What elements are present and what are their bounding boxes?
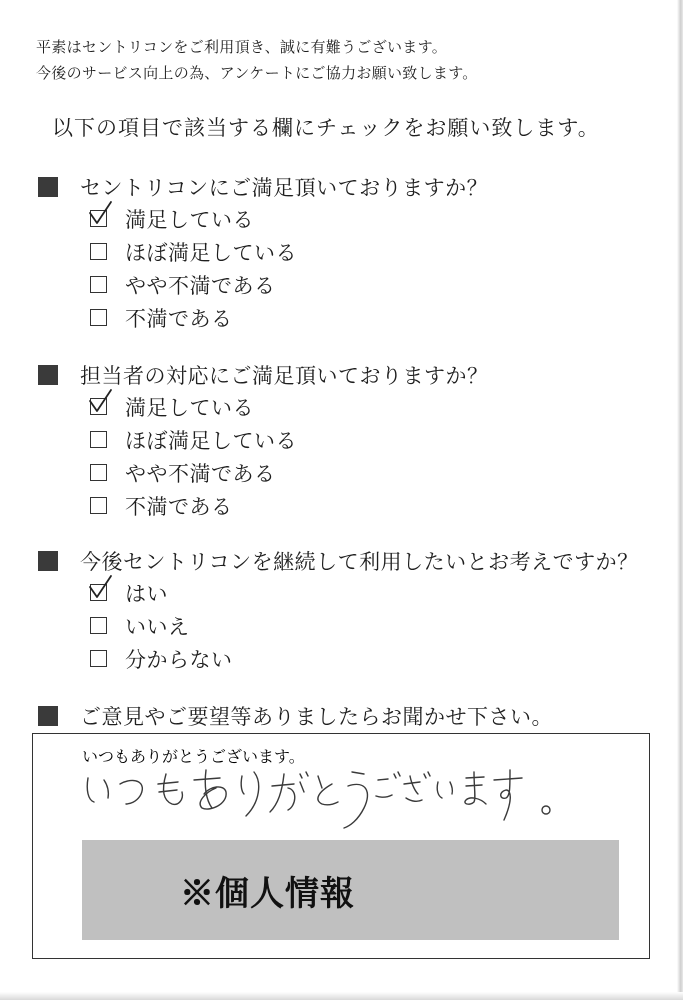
checkbox[interactable] [90,584,107,601]
intro-line-1: 平素はセントリコンをご利用頂き、誠に有難うございます。 [36,38,448,56]
option-q1-satisfied[interactable] [90,202,488,235]
option-label: 不満である [125,306,233,331]
question-marker-icon [38,365,58,385]
page-edge [677,0,683,1000]
option-q1-somewhat-dissatisfied[interactable] [90,268,488,301]
question-3-options [90,576,639,675]
question-marker-icon [38,706,58,726]
question-1-text: セントリコンにご満足頂いておりますか？ [80,176,489,200]
option-q2-mostly-satisfied[interactable] [90,423,489,456]
checkmark-icon [87,573,115,603]
checkbox[interactable] [90,617,107,634]
checkbox[interactable] [90,431,107,448]
page-edge [0,992,683,1000]
option-label: いいえ [125,614,190,639]
question-1 [38,172,488,334]
question-2-options [90,390,489,522]
checkbox[interactable] [90,497,107,514]
checkbox[interactable] [90,650,107,667]
question-2 [38,360,489,522]
option-label: 不満である [125,494,233,519]
intro-text [36,34,478,86]
option-label: ほぼ満足している [125,240,297,265]
question-2-text: 担当者の対応にご満足頂いておりますか？ [80,364,489,388]
handwritten-comment-text: いつもありがとうございます。 [82,747,305,766]
option-q2-dissatisfied[interactable] [90,489,489,522]
checkbox[interactable] [90,276,107,293]
option-q1-mostly-satisfied[interactable] [90,235,488,268]
question-marker-icon [38,551,58,571]
comment-section [38,701,553,731]
checkbox[interactable] [90,243,107,260]
option-label: やや不満である [125,273,276,298]
checkmark-icon [87,387,115,417]
question-marker-icon [38,177,58,197]
checkbox[interactable] [90,464,107,481]
option-q3-no[interactable] [90,609,639,642]
option-q3-yes[interactable] [90,576,639,609]
option-label: 満足している [125,207,254,232]
checkmark-icon [87,199,115,229]
checkbox[interactable] [90,309,107,326]
instruction-text: 以下の項目で該当する欄にチェックをお願い致します。 [52,116,600,140]
checkbox[interactable] [90,398,107,415]
option-label: ほぼ満足している [125,428,297,453]
option-q1-dissatisfied[interactable] [90,301,488,334]
option-q3-unsure[interactable] [90,642,639,675]
option-q2-satisfied[interactable] [90,390,489,423]
redaction-block [82,840,619,940]
comment-prompt: ご意見やご要望等ありましたらお聞かせ下さい。 [80,705,553,729]
question-3 [38,546,639,675]
question-3-text: 今後セントリコンを継続して利用したいとお考えですか？ [80,550,639,574]
option-label: 満足している [125,395,254,420]
intro-line-2: 今後のサービス向上の為、アンケートにご協力お願い致します。 [36,64,478,82]
checkbox[interactable] [90,210,107,227]
option-q2-somewhat-dissatisfied[interactable] [90,456,489,489]
option-label: 分からない [125,647,233,672]
question-1-options [90,202,488,334]
redaction-label: ※個人情報 [180,873,355,914]
option-label: はい [125,581,168,606]
option-label: やや不満である [125,461,276,486]
handwritten-comment [82,747,572,832]
